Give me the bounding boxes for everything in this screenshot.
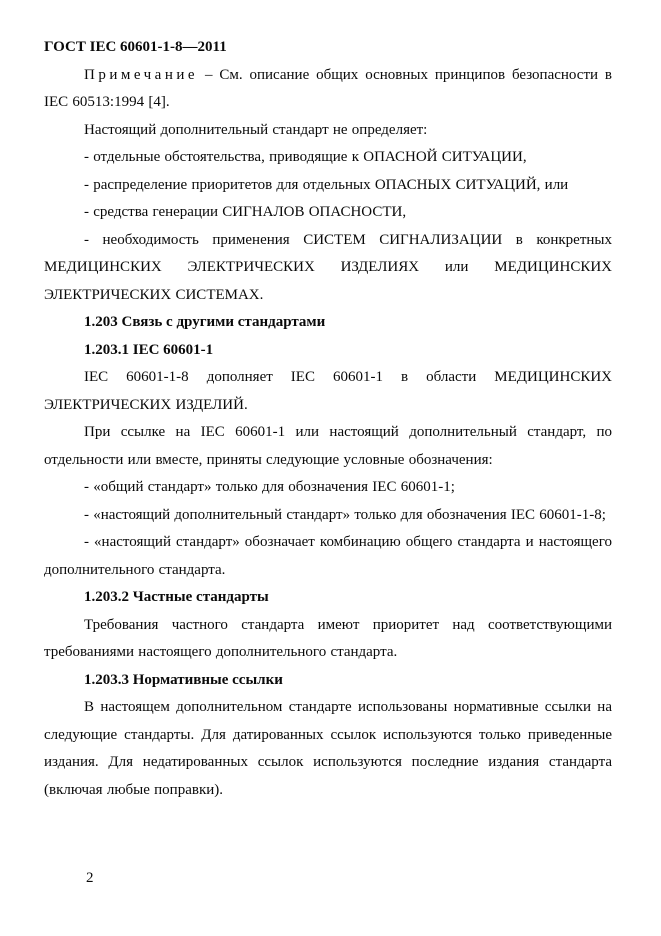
section-heading-1-203-3: 1.203.3 Нормативные ссылки <box>84 671 283 688</box>
list-item-priorities: - распределение приоритетов для отдельных ОПАСНЫХ СИТУАЦИЙ, или <box>84 176 569 193</box>
document-code-header: ГОСТ IEC 60601-1-8—2011 <box>44 39 227 55</box>
page-number: 2 <box>86 870 94 886</box>
section-heading-1-203: 1.203 Связь с другими стандартами <box>84 314 326 330</box>
list-item-general-standard: - «общий стандарт» только для обозначения IEC 60601-1; <box>84 479 455 495</box>
note-paragraph <box>44 62 612 117</box>
list-item-collateral-standard: - «настоящий дополнительный стандарт» только для обозначения IEC 60601-1-8; <box>84 506 606 523</box>
paragraph-reference-intro: При ссылке на IEC 60601-1 или настоящий дополнительный стандарт, по отдельности или вместе, приняты следующие условные обозначения: <box>44 424 612 468</box>
note-text: – См. описание общих основных принципов безопасности в IEC 60513:1994 [4]. <box>44 66 612 110</box>
list-item-hazardous-situation: - отдельные обстоятельства, приводящие к ОПАСНОЙ СИТУАЦИИ, <box>84 149 527 165</box>
paragraph-normative-references: В настоящем дополнительном стандарте использованы нормативные ссылки на следующие стандарты. Для датированных ссылок используются только приведенные издания. Для недатированных ссылок используются последние издания стандарта (включая любые поправки). <box>44 699 612 798</box>
list-item-alarm-signals: - средства генерации СИГНАЛОВ ОПАСНОСТИ, <box>84 204 407 220</box>
paragraph-particular-standards: Требования частного стандарта имеют приоритет над соответствующими требованиями настоящего дополнительного стандарта. <box>44 616 612 660</box>
document-content <box>44 34 612 804</box>
paragraph-scope-intro: Настоящий дополнительный стандарт не определяет: <box>84 121 428 138</box>
paragraph-iec-supplement: IEC 60601-1-8 дополняет IEC 60601-1 в области МЕДИЦИНСКИХ ЭЛЕКТРИЧЕСКИХ ИЗДЕЛИЙ. <box>44 369 612 413</box>
section-heading-1-203-1: 1.203.1 IEC 60601-1 <box>84 341 214 358</box>
section-heading-1-203-2: 1.203.2 Частные стандарты <box>84 589 269 605</box>
note-label: Примечание <box>84 66 199 83</box>
list-item-alarm-systems: - необходимость применения СИСТЕМ СИГНАЛИЗАЦИИ в конкретных МЕДИЦИНСКИХ ЭЛЕКТРИЧЕСКИХ ИЗДЕЛИЯХ или МЕДИЦИНСКИХ ЭЛЕКТРИЧЕСКИХ СИСТЕМАХ. <box>44 231 612 303</box>
list-item-this-standard: - «настоящий стандарт» обозначает комбинацию общего стандарта и настоящего дополнительного стандарта. <box>44 534 612 578</box>
